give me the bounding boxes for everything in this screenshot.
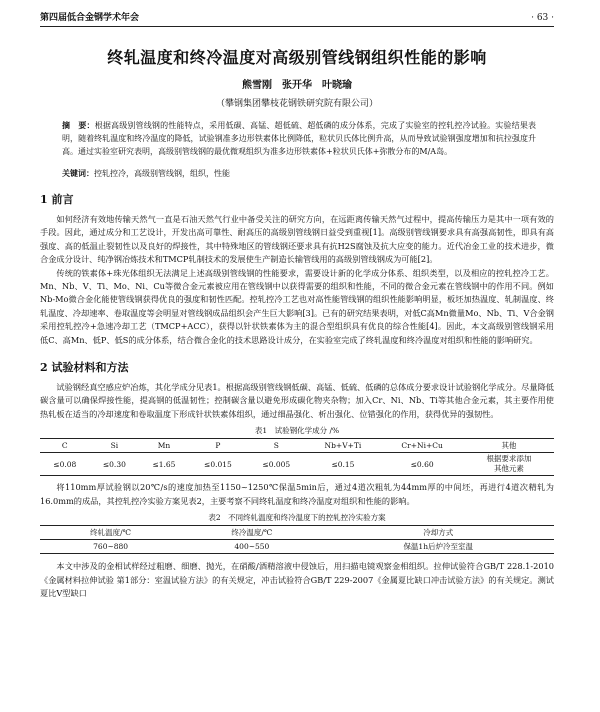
table-1-row	[40, 453, 554, 476]
table-1-header: P	[189, 439, 247, 453]
table-1-header: Cr+Ni+Cu	[380, 439, 464, 453]
table-1-header: S	[247, 439, 305, 453]
table-1-caption: 表1 试验钢化学成分 /%	[254, 426, 340, 436]
table-1-header: 其他	[464, 439, 554, 453]
section-1-paragraph-2: 传统的铁素体+珠光体组织无法满足上述高级别管线钢的性能要求，需要设计新的化学成分体系、组织类型，以及相应的控轧控冷工艺。Mn、Nb、V、Ti、Mo、Ni、Cu等微合金元素被应用在管线钢中以获得需要的组织和性能，不同的微合金元素在管线钢中的作用不同。例如Nb-Mo微合金化能使管线钢获得优良的强度和韧性匹配。控轧控冷工艺也对高性能管线钢的组织性能影响明显，板坯加热温度、轧制温度、终轧温度、冷却速率、卷取温度等会明显对管线钢成品组织会产生巨大影响[3]。已有的研究结果表明，对低C高Mn微量Mo、Nb、Ti、V合金钢采用控轧控冷+急速冷却工艺（TMCP+ACC），获得以针状铁素体为主的混合型组织具有优良的综合性能[4]。因此，本文高级别管线钢采用低C、高Mn、低P、低S的成分体系，结合微合金化的技术思路设计成分，在实验室完成了终轧温度和终冷温度对组织和性能的影响研究。	[40, 267, 554, 345]
table-1-header: Mn	[139, 439, 189, 453]
running-header	[40, 10, 554, 27]
table-1-cell: ≤0.08	[40, 453, 90, 476]
paper-affiliation: （攀钢集团攀枝花钢铁研究院有限公司）	[215, 99, 378, 109]
conference-name: 第四届低合金钢学术年会	[40, 13, 140, 23]
table-1-header: Nb+V+Ti	[305, 439, 380, 453]
table-1-cell-other	[464, 453, 554, 476]
table-2-header: 终冷温度/℃	[181, 526, 322, 540]
section-2-paragraph-1: 试验钢经真空感应炉冶炼，其化学成分见表1。根据高级别管线钢低碳、高锰、低硫、低磷的总体成分要求设计试验钢化学成分。尽量降低碳含量可以确保焊接性能，提高钢的低温韧性；控制碳含量以避免形成碳化物夹杂物；加入Cr、Ni、Nb、Ti等其他合金元素，其主要作用使热轧板在适当的冷却速度和卷取温度下形成针状铁素体组织，通过细晶强化、析出强化、位错强化的作用，获得优异的强韧性。	[40, 382, 554, 419]
keywords-label: 关键词：	[62, 168, 94, 178]
table-2-header-row	[40, 526, 554, 540]
table-2-cell: 保温1h后炉冷至室温	[323, 540, 555, 554]
table-1-header: C	[40, 439, 90, 453]
paper-title: 终轧温度和终冷温度对高级别管线钢组织性能的影响	[107, 48, 487, 67]
table-1-header: Si	[90, 439, 140, 453]
table-1-chemical-composition	[40, 438, 554, 476]
table-1-cell: ≤0.15	[305, 453, 380, 476]
paper-authors: 熊雪刚 张开华 叶晓瑜	[242, 80, 352, 91]
table-1-cell: ≤0.30	[90, 453, 140, 476]
abstract-label: 摘 要：	[62, 120, 95, 130]
table-1-header-row	[40, 439, 554, 453]
table-2-cell: 400~550	[181, 540, 322, 554]
table-1-cell: ≤0.005	[247, 453, 305, 476]
table-2-caption: 表2 不同终轧温度和终冷温度下的控轧控冷实验方案	[208, 513, 386, 523]
page-number: · 63 ·	[531, 13, 554, 23]
section-2-paragraph-2: 将110mm厚试验钢以20℃/s的速度加热至1150~1250℃保温5min后，通过4道次粗轧为44mm厚的中间坯，再进行4道次精轧为16.0mm的成品，其控轧控冷实验方案见表2，主要考察不同终轧温度和终冷温度对组织和性能的影响。	[40, 482, 554, 506]
section-2-paragraph-3: 本文中涉及的金相试样经过粗磨、细磨、抛光，在硝酸/酒精溶液中侵蚀后，用扫描电镜观察金相组织。拉伸试验符合GB/T 228.1-2010《金属材料拉伸试验 第1部分：室温试验方法》的有关规定，冲击试验符合GB/T 229-2007《金属夏比缺口冲击试验方法》的有关规定。测试夏比V型缺口	[40, 561, 554, 598]
keywords	[62, 168, 536, 179]
table-1-other-line-1: 根据要求添加	[486, 454, 532, 464]
table-1-cell: ≤1.65	[139, 453, 189, 476]
abstract	[62, 119, 536, 158]
section-1-paragraph-1: 如何经济有效地传输天然气一直是石油天然气行业中备受关注的研究方向，在远距离传输天然气过程中，提高传输压力是其中一项有效的手段。因此，通过成分和工艺设计，开发出高可靠性、耐高压的高级别管线钢日益受到重视[1]。高级别管线钢要求具有高强高韧性，即具有高强度、高的低温止裂韧性以及良好的焊接性，其中特殊地区的管线钢还要求具有抗H2S腐蚀及抗大应变的能力。近代冶金工业的技术进步，微合金成分设计、纯净钢冶炼技术和TMCP轧制技术的发展使生产制造长输管线用的高级别管线钢成为可能[2]。	[40, 214, 554, 265]
table-1-cell: ≤0.015	[189, 453, 247, 476]
keywords-text: 控轧控冷，高级别管线钢，组织，性能	[94, 169, 230, 178]
section-1-heading: 1 前言	[40, 193, 74, 206]
table-1-cell: ≤0.60	[380, 453, 464, 476]
abstract-text: 根据高级别管线钢的性能特点，采用低碳、高锰、超低硫、超低磷的成分体系，完成了实验室的控轧控冷试验。实验结果表明，随着终轧温度和终冷温度的降低，试验钢准多边形铁素体比例降低，粒状贝氏体比例升高，从而导致试验钢强度增加和抗拉强度升高。通过实验室研究表明，高级别管线钢的最优微观组织为准多边形铁素体+粒状贝氏体+弥散分布的M/A岛。	[62, 121, 536, 156]
section-2-heading: 2 试验材料和方法	[40, 361, 129, 375]
table-2-row	[40, 540, 554, 554]
table-2-header: 冷却方式	[323, 526, 555, 540]
table-2-cell: 760~880	[40, 540, 181, 554]
table-1-other-line-2: 其他元素	[493, 464, 524, 474]
table-2-rolling-scheme	[40, 525, 554, 554]
table-2-header: 终轧温度/℃	[40, 526, 181, 540]
